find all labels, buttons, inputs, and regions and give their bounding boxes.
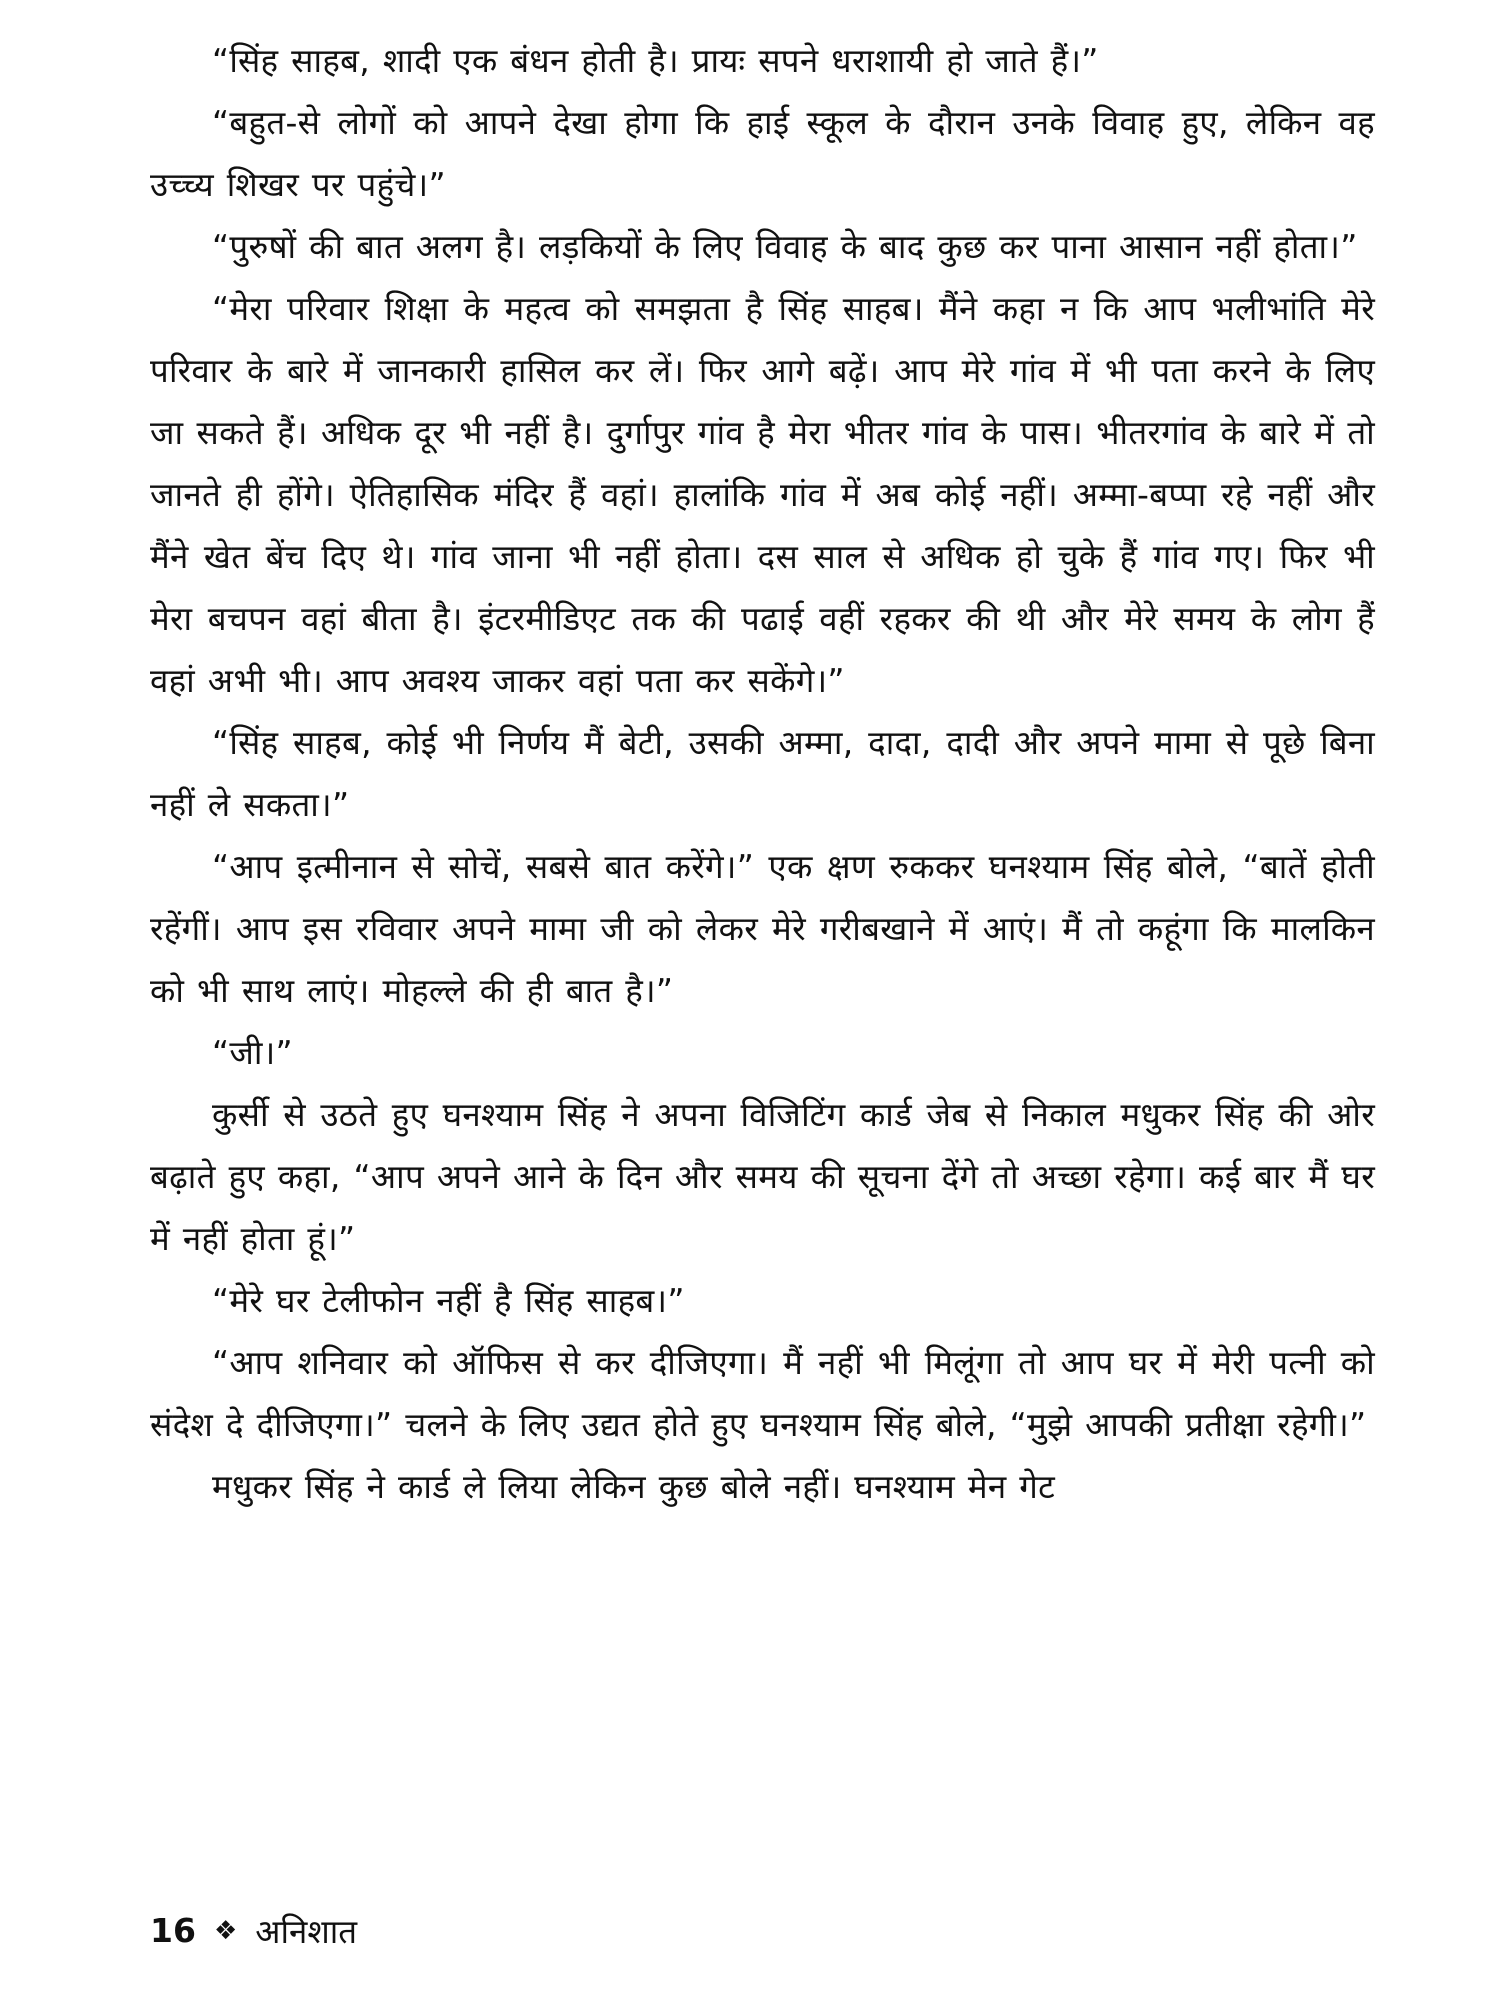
book-title: अनिशात: [255, 1912, 358, 1951]
paragraph-2: “बहुत-से लोगों को आपने देखा होगा कि हाई स्कूल के दौरान उनके विवाह हुए, लेकिन वह उच्च्य शिखर पर पहुंचे।”: [150, 103, 1375, 204]
page-footer: [150, 1908, 357, 1953]
paragraph-3: “पुरुषों की बात अलग है। लड़कियों के लिए विवाह के बाद कुछ कर पाना आसान नहीं होता।”: [212, 227, 1358, 266]
paragraph-10: “आप शनिवार को ऑफिस से कर दीजिएगा। मैं नहीं भी मिलूंगा तो आप घर में मेरी पत्नी को संदेश दे दीजिएगा।” चलने के लिए उद्यत होते हुए घनश्याम सिंह बोले, “मुझे आपकी प्रतीक्षा रहेगी।”: [150, 1343, 1375, 1444]
paragraph-7: “जी।”: [212, 1033, 293, 1072]
paragraph-8: कुर्सी से उठते हुए घनश्याम सिंह ने अपना विजिटिंग कार्ड जेब से निकाल मधुकर सिंह की ओर बढ़ाते हुए कहा, “आप अपने आने के दिन और समय की सूचना देंगे तो अच्छा रहेगा। कई बार मैं घर में नहीं होता हूं।”: [150, 1095, 1375, 1258]
paragraph-11: मधुकर सिंह ने कार्ड ले लिया लेकिन कुछ बोले नहीं। घनश्याम मेन गेट: [212, 1467, 1056, 1506]
paragraph-6: “आप इत्मीनान से सोचें, सबसे बात करेंगे।” एक क्षण रुककर घनश्याम सिंह बोले, “बातें होती रहेंगीं। आप इस रविवार अपने मामा जी को लेकर मेरे गरीबखाने में आएं। मैं तो कहूंगा कि मालकिन को भी साथ लाएं। मोहल्ले की ही बात है।”: [150, 847, 1375, 1010]
ornament-icon: ❖: [213, 1915, 238, 1946]
paragraph-1: “सिंह साहब, शादी एक बंधन होती है। प्रायः सपने धराशायी हो जाते हैं।”: [212, 41, 1099, 80]
page-number: 16: [150, 1911, 196, 1950]
paragraph-9: “मेरे घर टेलीफोन नहीं है सिंह साहब।”: [212, 1281, 685, 1320]
paragraph-4: “मेरा परिवार शिक्षा के महत्व को समझता है सिंह साहब। मैंने कहा न कि आप भलीभांति मेरे परिवार के बारे में जानकारी हासिल कर लें। फिर आगे बढ़ें। आप मेरे गांव में भी पता करने के लिए जा सकते हैं। अधिक दूर भी नहीं है। दुर्गापुर गांव है मेरा भीतर गांव के पास। भीतरगांव के बारे में तो जानते ही होंगे। ऐतिहासिक मंदिर हैं वहां। हालांकि गांव में अब कोई नहीं। अम्मा-बप्पा रहे नहीं और मैंने खेत बेंच दिए थे। गांव जाना भी नहीं होता। दस साल से अधिक हो चुके हैं गांव गए। फिर भी मेरा बचपन वहां बीता है। इंटरमीडिएट तक की पढाई वहीं रहकर की थी और मेरे समय के लोग हैं वहां अभी भी। आप अवश्य जाकर वहां पता कर सकेंगे।”: [150, 289, 1375, 700]
page-body: [150, 30, 1375, 1518]
paragraph-5: “सिंह साहब, कोई भी निर्णय मैं बेटी, उसकी अम्मा, दादा, दादी और अपने मामा से पूछे बिना नहीं ले सकता।”: [150, 723, 1375, 824]
